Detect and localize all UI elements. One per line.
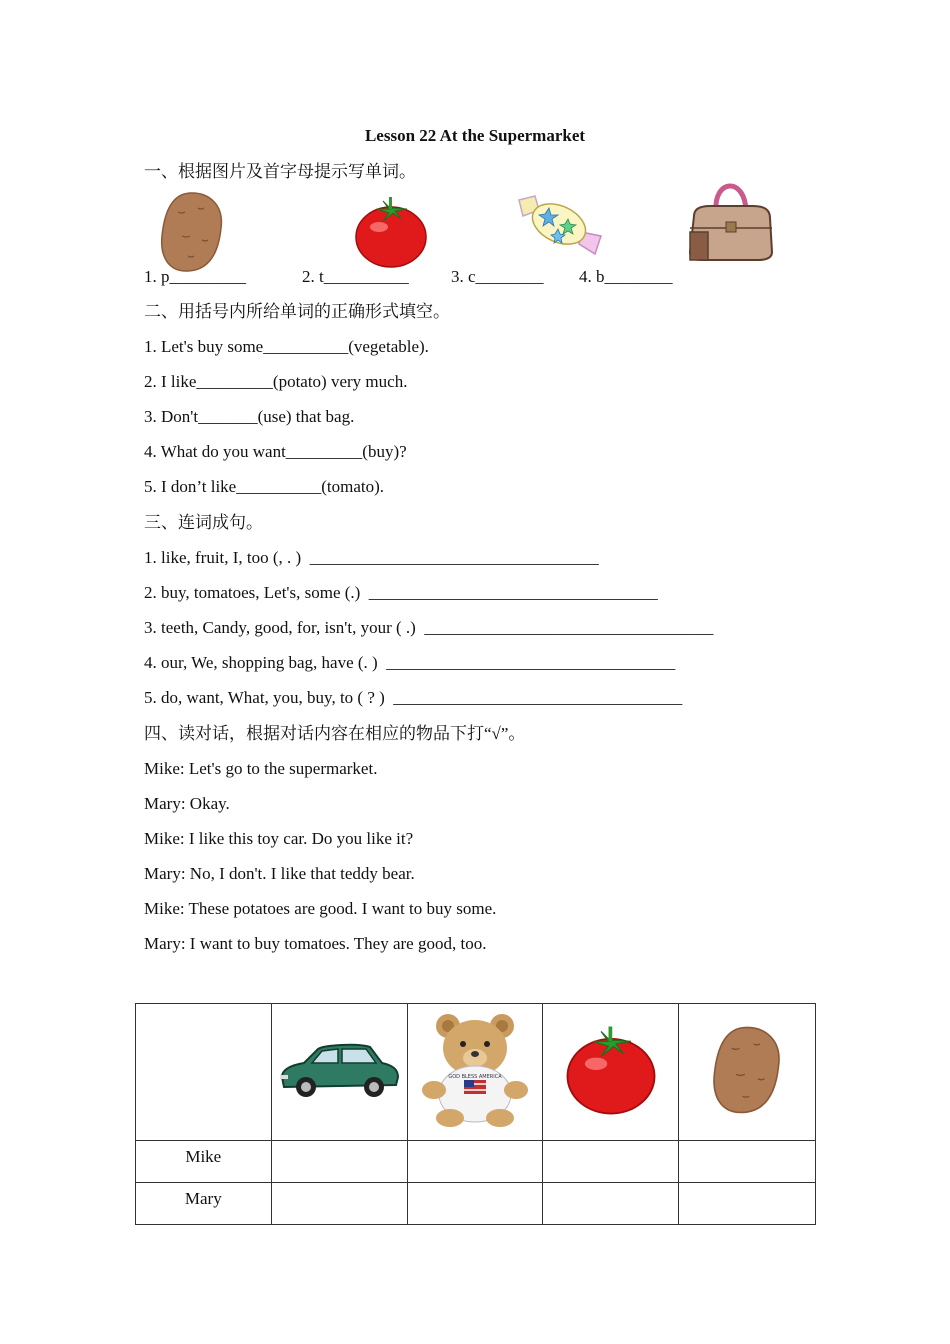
s1-item-2: 2. t__________ [302, 267, 409, 286]
potato-cell [679, 1004, 816, 1141]
corner-cell [136, 1004, 272, 1141]
dialogue-line: Mary: No, I don't. I like that teddy bear. [144, 864, 415, 883]
s1-item-4: 4. b________ [579, 267, 673, 286]
answer-cell[interactable] [543, 1183, 679, 1225]
answer-cell[interactable] [407, 1183, 543, 1225]
potato-image [158, 190, 226, 274]
dialogue-line: Mike: These potatoes are good. I want to buy some. [144, 899, 497, 918]
answer-table [135, 1003, 816, 1225]
answer-cell[interactable] [543, 1141, 679, 1183]
tomato-image [563, 1024, 659, 1116]
s2-item-3: 3. Don't_______(use) that bag. [144, 407, 355, 426]
s2-item-2: 2. I like_________(potato) very much. [144, 372, 408, 391]
potato-image [710, 1024, 784, 1116]
page-title: Lesson 22 At the Supermarket [364, 126, 586, 145]
s1-item-3: 3. c________ [451, 267, 544, 286]
dialogue-line: Mary: Okay. [144, 794, 230, 813]
dialogue-line: Mike: I like this toy car. Do you like it? [144, 829, 414, 848]
candy-image [515, 186, 605, 258]
section4-heading: 四、读对话，根据对话内容在相应的物品下打“√”。 [144, 724, 526, 743]
dialogue-line: Mary: I want to buy tomatoes. They are good, too. [144, 934, 487, 953]
answer-cell[interactable] [679, 1183, 816, 1225]
answer-cell[interactable] [271, 1183, 407, 1225]
dialogue-line: Mike: Let's go to the supermarket. [144, 759, 378, 778]
teddy-bear-image [420, 1012, 530, 1128]
s2-item-5: 5. I don’t like__________(tomato). [144, 477, 385, 496]
row-label-mary: Mary [136, 1183, 272, 1225]
s1-item-1: 1. p_________ [144, 267, 246, 286]
bear-shirt-text: GOD BLESS AMERICA [448, 1073, 502, 1080]
toy-car-cell [271, 1004, 407, 1141]
teddy-bear-cell [407, 1004, 543, 1141]
s3-item-5: 5. do, want, What, you, buy, to ( ? ) __________________________________ [144, 688, 683, 707]
answer-cell[interactable] [679, 1141, 816, 1183]
tomato-image [353, 195, 429, 269]
row-label-mike: Mike [136, 1141, 272, 1183]
tomato-cell [543, 1004, 679, 1141]
s2-item-4: 4. What do you want_________(buy)? [144, 442, 407, 461]
section2-heading: 二、用括号内所给单词的正确形式填空。 [144, 302, 450, 321]
toy-car-image [278, 1039, 400, 1101]
s2-item-1: 1. Let's buy some__________(vegetable). [144, 337, 429, 356]
s3-item-2: 2. buy, tomatoes, Let's, some (.) __________________________________ [144, 583, 658, 602]
section1-heading: 一、根据图片及首字母提示写单词。 [144, 162, 416, 181]
s3-item-4: 4. our, We, shopping bag, have (. ) __________________________________ [144, 653, 676, 672]
answer-cell[interactable] [271, 1141, 407, 1183]
s3-item-1: 1. like, fruit, I, too (, . ) __________________________________ [144, 548, 599, 567]
s3-item-3: 3. teeth, Candy, good, for, isn't, your ( .) __________________________________ [144, 618, 714, 637]
bag-image [686, 176, 776, 262]
answer-cell[interactable] [407, 1141, 543, 1183]
section3-heading: 三、连词成句。 [144, 513, 263, 532]
